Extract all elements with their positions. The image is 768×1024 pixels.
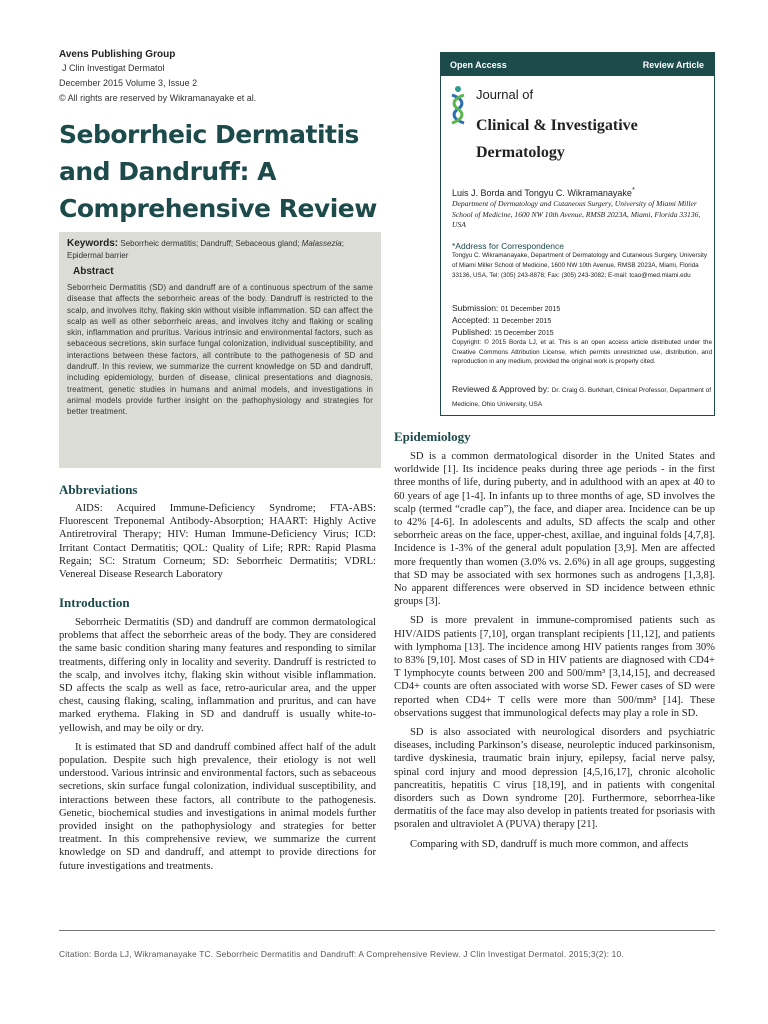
author-list bbox=[452, 185, 635, 198]
abstract-text: Seborrheic Dermatitis (SD) and dandruff are of a continuous spectrum of the same disease that affects the seborrheic areas of the body. Dandruff is restricted to the scalp, and involves itchy, flaking skin without visible inflammation. SD can affect the scalp as well as other seborrheic areas, and involves itchy and flaking or scaling skin, inflammation and pruritus. Various intrinsic and environmental factors, such as sebaceous secretions, skin surface fungal colonization, individual susceptibility, and interactions between these factors, all contribute to the pathogenesis of SD and dandruff. In this review, we summarize the current knowledge on SD and dandruff, including epidemiology, burden of disease, clinical presentations and diagnosis, treatment, genetic studies in humans and animal models, and investigations in animal models provide further insight on the pathophysiology and strategies for better treatment. bbox=[67, 283, 373, 417]
introduction-heading: Introduction bbox=[59, 595, 130, 610]
footer-divider bbox=[59, 930, 715, 931]
article-header bbox=[59, 48, 379, 106]
journal-info-box bbox=[440, 52, 715, 416]
publisher-name: Avens Publishing Group bbox=[59, 49, 176, 60]
epidemiology-section bbox=[394, 450, 715, 857]
accepted-label: Accepted: bbox=[452, 315, 490, 325]
published-label: Published: bbox=[452, 327, 492, 337]
journal-name-line-2: Clinical & Investigative Dermatology bbox=[476, 117, 638, 161]
submission-date-row bbox=[452, 303, 560, 315]
keywords-line bbox=[67, 238, 373, 262]
article-dates bbox=[452, 303, 560, 339]
keywords-text: Seborrheic dermatitis; Dandruff; Sebaceous gland; bbox=[120, 239, 300, 248]
correspondence-heading: *Address for Correspondence bbox=[452, 241, 564, 251]
epidemiology-paragraph-3: SD is also associated with neurological disorders and psychiatric diseases, including Parkinson’s disease, neuroleptic induced parkinsonism, tardive dyskinesia, traumatic brain injury, epilepsy, facial nerve palsy, spinal cord injury and mood depression [4,5,16,17], chronic alcoholic pancreatitis, hepatitis C virus [18,19], and in patients with congenital disorders such as Down syndrome [20]. Furthermore, seborrhea-like dermatitis of the face may also develop in patients treated for psoriasis with psoralen and ultraviolet A (PUVA) therapy [21]. bbox=[394, 727, 715, 831]
article-type-label: Review Article bbox=[642, 59, 704, 70]
published-date: 15 December 2015 bbox=[494, 330, 554, 337]
keywords-abstract-box bbox=[59, 232, 381, 468]
journal-box-header-bar bbox=[441, 53, 714, 76]
abstract-heading: Abstract bbox=[73, 266, 114, 277]
accepted-date: 11 December 2015 bbox=[492, 318, 552, 325]
journal-logo-icon bbox=[449, 85, 467, 125]
submission-label: Submission: bbox=[452, 303, 499, 313]
epidemiology-paragraph-1: SD is a common dermatological disorder in the United States and worldwide [1]. Its incidence peaks during three age periods - in the first three months of life, during puberty, and in adulthood with an apex at 40 to 60 years of age [1-4]. In infants up to three months of age, SD involves the scalp (termed “cradle cap”), the face, and diaper area. Incidence can be up to 42% [4-6]. In adolescents and adults, SD affects the scalp and other seborrheic areas on the face, upper-chest, axillae, and inguinal folds [4,7,8]. Incidence is 1-3% of the general adult population [3,9]. Men are affected more frequently than women (3.0% vs. 2.6%) in all age groups, suggesting that SD may be associated with sex hormones such as androgens [1,3,8]. No apparent differences were observed in SD incidence between ethnic groups [3]. bbox=[394, 451, 716, 608]
accepted-date-row bbox=[452, 315, 560, 327]
epidemiology-paragraph-4: Comparing with SD, dandruff is much more common, and affects bbox=[410, 838, 689, 850]
introduction-section bbox=[59, 616, 376, 879]
keywords-italic: Malassezia bbox=[301, 239, 342, 248]
reviewed-value: Dr. Craig G. Burkhart, Clinical Professor, Department of Medicine, Ohio University, USA bbox=[452, 387, 712, 408]
rights-statement: © All rights are reserved by Wikramanayake et al. bbox=[59, 93, 257, 103]
issue-info: December 2015 Volume 3, Issue 2 bbox=[59, 78, 198, 88]
epidemiology-paragraph-2: SD is more prevalent in immune-compromised patients such as HIV/AIDS patients [7,10], organ transplant recipients [11,12], and patients with lymphoma [13]. The incidence among HIV patients ranges from 30% to 83% [9,10]. Most cases of SD in HIV patients are diagnosed with CD4+ T lymphocyte counts between 200 and 500/mm³ [3,14,15], and decreased CD4+ counts are often associated with worse SD. Fewer cases of SD were reported when CD4+ T cells were more than 500/mm³ [14]. These observations suggest that immunological defects may play a role in SD. bbox=[394, 615, 715, 719]
abbreviations-section bbox=[59, 502, 376, 587]
author-mark: * bbox=[631, 185, 635, 194]
citation-footer: Citation: Borda LJ, Wikramanayake TC. Seborrheic Dermatitis and Dandruff: A Comprehensive Review. J Clin Investigat Dermatol. 2015;3(2): 10. bbox=[59, 949, 624, 959]
authors-text: Luis J. Borda and Tongyu C. Wikramanayake bbox=[452, 188, 632, 198]
epidemiology-heading: Epidemiology bbox=[394, 429, 471, 444]
author-affiliation: Department of Dermatology and Cutaneous Surgery, University of Miami Miller School of Medicine, 1600 NW 10th Avenue, RMSB 2023A, Miami, Florida 33136, USA bbox=[452, 199, 701, 229]
keywords-text-end: ; Epidermal barrier bbox=[67, 239, 344, 260]
journal-short-name: J Clin Investigat Dermatol bbox=[62, 63, 165, 73]
introduction-paragraph-2: It is estimated that SD and dandruff combined affect half of the adult population. Despite such high prevalence, their etiology is not well understood. Various intrinsic and environmental factors, such as sebaceous secretions, skin surface fungal colonization, individual susceptibility, and interactions between these factors, all contribute to the pathogenesis. Genetic, biochemical studies and investigations in animal models further provided insight on the pathophysiology and strategies for better treatment. In this comprehensive review, we summarize the current knowledge on SD and dandruff, and attempt to provide directions for future investigations and treatments. bbox=[59, 741, 376, 872]
abbreviations-heading: Abbreviations bbox=[59, 482, 138, 497]
open-access-label: Open Access bbox=[450, 59, 507, 70]
submission-date: 01 December 2015 bbox=[500, 306, 561, 313]
review-approval bbox=[452, 383, 712, 411]
journal-name-line-1: Journal of bbox=[476, 87, 534, 102]
correspondence-address: Tongyu C. Wikramanayake, Department of Dermatology and Cutaneous Surgery, University of Miami Miller School of Medicine, 1600 NW 10th Avenue, RMSB 2023A, Miami, Florida 33136, USA, Tel: (305) 243-8878; Fax: (305) 243-3082; E-mail: tcao@med.miami.edu bbox=[452, 252, 708, 279]
reviewed-label: Reviewed & Approved by: bbox=[452, 384, 550, 394]
article-title: Seborrheic Dermatitis and Dandruff: A Comprehensive Review bbox=[59, 120, 377, 223]
copyright-notice: Copyright: © 2015 Borda LJ, et al. This is an open access article distributed under the Creative Commons Attribution License, which permits unrestricted use, distribution, and reproduction in any medium, provided the original work is properly cited. bbox=[452, 339, 712, 366]
abbreviations-text: AIDS: Acquired Immune-Deficiency Syndrome; FTA-ABS: Fluorescent Treponemal Antibody-Absorption; HAART: Highly Active Antiretroviral Therapy; HIV: Human Immune-Deficiency Virus; ICD: Irritant Contact Dermatitis; QOL: Quality of Life; RPR: Rapid Plasma Regain; SC: Stratum Corneum; SD: Seborrheic Dermatitis; VDRL: Venereal Disease Research Laboratory bbox=[59, 503, 376, 581]
introduction-paragraph-1: Seborrheic Dermatitis (SD) and dandruff are common dermatological problems that affect the seborrheic areas of the body. They are considered the same basic condition sharing many features and responding to similar treatments, differing only in locality and severity. Dandruff is restricted to the scalp, and involves itchy, flaking skin without visible inflammation. SD affects the scalp as well as face, retro-auricular area, and the upper chest, causing flaking, scaling, inflammation and pruritus, and can have marked erythema. Flaking in SD and dandruff is usually white-to-yellowish, and may be oily or dry. bbox=[59, 617, 376, 734]
keywords-label: Keywords: bbox=[67, 238, 119, 249]
